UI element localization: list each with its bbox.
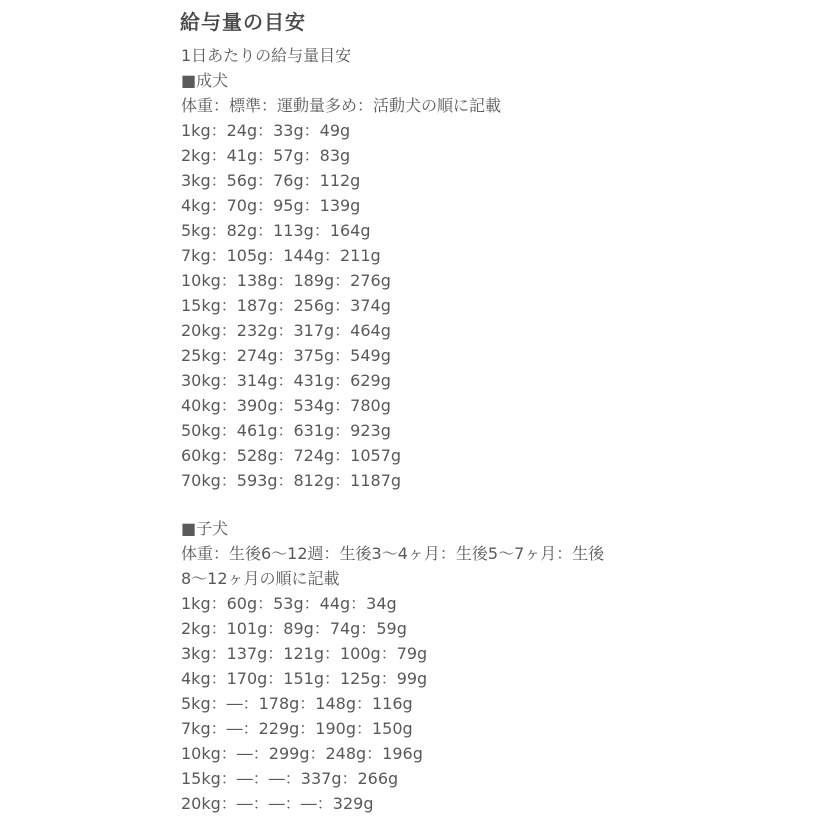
adult-row: 30kg：314g：431g：629g (181, 371, 391, 390)
adult-row: 2kg：41g：57g：83g (181, 146, 351, 165)
puppy-legend-line2: 8〜12ヶ月の順に記載 (181, 569, 340, 588)
adult-row: 7kg：105g：144g：211g (181, 246, 381, 265)
adult-legend: 体重：標準：運動量多め：活動犬の順に記載 (181, 96, 502, 115)
puppy-row: 7kg：―：229g：190g：150g (181, 719, 413, 738)
puppy-row: 5kg：―：178g：148g：116g (181, 694, 413, 713)
adult-row: 15kg：187g：256g：374g (181, 296, 391, 315)
puppy-row: 20kg：―：―：―：329g (181, 794, 374, 813)
adult-row: 60kg：528g：724g：1057g (181, 446, 402, 465)
subtitle: 1日あたりの給与量目安 (181, 46, 352, 65)
adult-row: 1kg：24g：33g：49g (181, 121, 351, 140)
puppy-row: 2kg：101g：89g：74g：59g (181, 619, 407, 638)
adult-row: 50kg：461g：631g：923g (181, 421, 391, 440)
puppy-rows (181, 591, 604, 816)
puppy-row: 4kg：170g：151g：125g：99g (181, 669, 428, 688)
puppy-row: 1kg：60g：53g：44g：34g (181, 594, 397, 613)
puppy-row: 3kg：137g：121g：100g：79g (181, 644, 428, 663)
adult-row: 5kg：82g：113g：164g (181, 221, 371, 240)
adult-row: 40kg：390g：534g：780g (181, 396, 391, 415)
adult-row: 3kg：56g：76g：112g (181, 171, 361, 190)
puppy-row: 10kg：―：299g：248g：196g (181, 744, 423, 763)
adult-row: 4kg：70g：95g：139g (181, 196, 361, 215)
adult-row: 70kg：593g：812g：1187g (181, 471, 402, 490)
puppy-row: 15kg：―：―：337g：266g (181, 769, 399, 788)
adult-row: 10kg：138g：189g：276g (181, 271, 391, 290)
feeding-guide (181, 43, 604, 816)
section-gap (181, 493, 604, 516)
page-title: 給与量の目安 (180, 10, 306, 34)
puppy-legend-line1: 体重：生後6〜12週：生後3〜4ヶ月：生後5〜7ヶ月：生後 (181, 544, 605, 563)
puppy-heading: ■子犬 (181, 519, 229, 538)
adult-rows (181, 118, 604, 493)
adult-row: 20kg：232g：317g：464g (181, 321, 391, 340)
adult-heading: ■成犬 (181, 71, 229, 90)
adult-row: 25kg：274g：375g：549g (181, 346, 391, 365)
